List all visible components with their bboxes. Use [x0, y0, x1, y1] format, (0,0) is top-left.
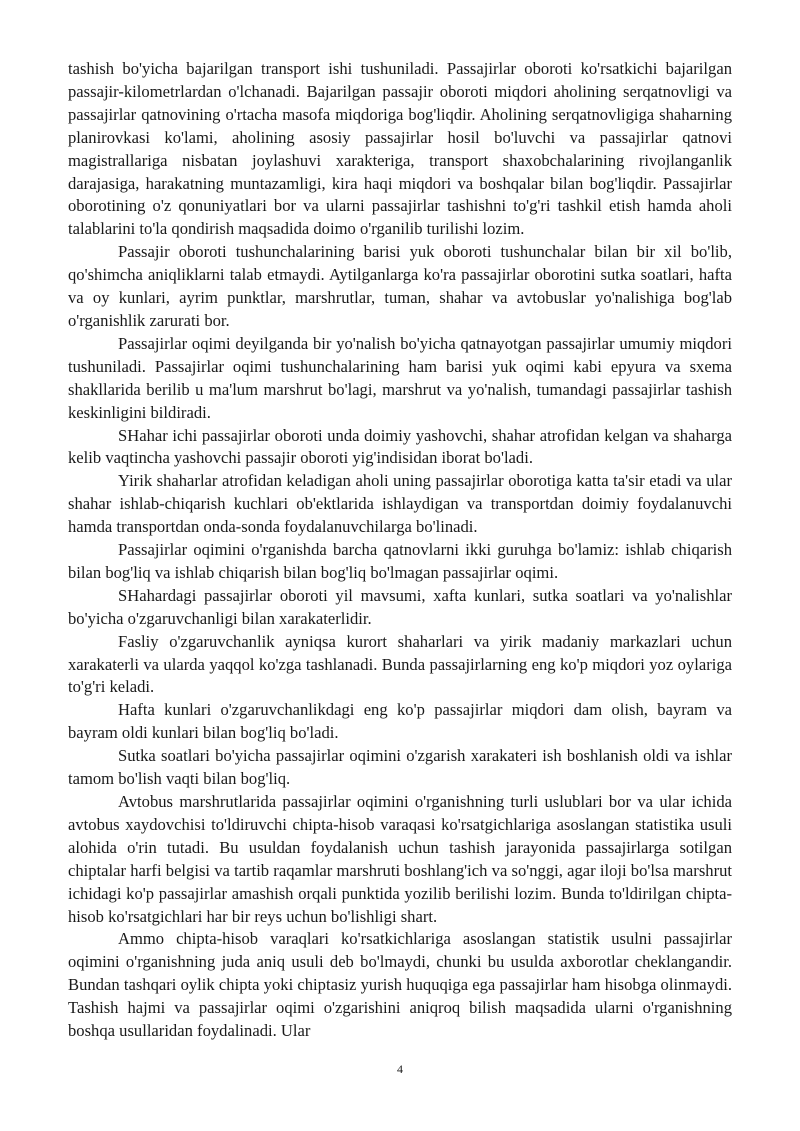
paragraph-8: Fasliy o'zgaruvchanlik ayniqsa kurort shaharlari va yirik madaniy markazlari uchun xarakaterli va ularda yaqqol ko'zga tashlanadi. Bunda passajirlarning eng ko'p miqdori yoz oylariga to'g'ri keladi.	[68, 631, 732, 697]
paragraph-10: Sutka soatlari bo'yicha passajirlar oqimini o'zgarish xarakateri ish boshlanish oldi va ishlar tamom bo'lish vaqti bilan bog'liq.	[68, 746, 732, 789]
paragraph-4: SHahar ichi passajirlar oboroti unda doimiy yashovchi, shahar atrofidan kelgan va shaharga kelib vaqtincha yashovchi passajir oboroti yig'indisidan iborat bo'ladi.	[68, 425, 732, 468]
page-number: 4	[397, 1062, 403, 1076]
paragraph-5: Yirik shaharlar atrofidan keladigan aholi uning passajirlar oborotiga katta ta'sir etadi va ular shahar ishlab-chiqarish kuchlari ob'ektlarida ishlaydigan va transportdan doimiy foydalanuvchi hamda transportdan onda-sonda foydalanuvchilarga bo'linadi.	[68, 471, 732, 537]
paragraph-3: Passajirlar oqimi deyilganda bir yo'nalish bo'yicha qatnayotgan passajirlar umumiy miqdori tushuniladi. Passajirlar oqimi tushunchalarining ham barisi yuk oqimi kabi epyura va sxema shakllarida berilib u ma'lum marshrut bo'lagi, marshrut va yo'nalish, tumandagi passajirlar tashish keskinligini bildiradi.	[68, 333, 732, 422]
paragraph-2: Passajir oboroti tushunchalarining barisi yuk oboroti tushunchalar bilan bir xil bo'lib, qo'shimcha aniqliklarni talab etmaydi. Aytilganlarga ko'ra passajirlar oborotini sutka soatlari, hafta va oy kunlari, ayrim punktlar, marshrutlar, tuman, shahar va avtobuslar yo'nalishiga bog'lab o'rganishlik zarurati bor.	[68, 242, 732, 330]
paragraph-7: SHahardagi passajirlar oboroti yil mavsumi, xafta kunlari, sutka soatlari va yo'nalishlar bo'yicha o'zgaruvchanligi bilan xarakaterlidir.	[68, 585, 732, 628]
paragraph-1: tashish bo'yicha bajarilgan transport ishi tushuniladi. Passajirlar oboroti ko'rsatkichi bajarilgan passajir-kilometrlardan o'lchanadi. Bajarilgan passajir oboroti miqdori aholining serqatnovligi va passajirlar qatnovining o'rtacha masofa miqdoriga bog'liqdir. Aholining serqatnovligiga shaharning planirovkasi ko'lami, aholining asosiy passajirlar hosil bo'luvchi va passajirlar qatnovi magistrallariga nisbatan joylashuvi xarakteriga, transport shaxobchalarining rivojlanganlik darajasiga, harakatning muntazamligi, kira haqi miqdori va boshqalar bilan bog'liqdir. Passajirlar oborotining o'z qonuniyatlari bor va ularni passajirlar tashishni to'g'ri tashkil etish hamda aholi talablarini to'la qondirish maqsadida doimo o'rganilib turilishi lozim.	[68, 59, 732, 239]
paragraph-11: Avtobus marshrutlarida passajirlar oqimini o'rganishning turli uslublari bor va ular ichida avtobus xaydovchisi to'ldiruvchi chipta-hisob varaqasi ko'rsatgichlariga asoslangan statistika usuli alohida o'rin tutadi. Bu usuldan foydalanish uchun tashish jarayonida passajirlarga sotilgan chiptalar harfi belgisi va tartib raqamlar marshruti boshlang'ich va so'nggi, agar iloji bo'lsa marshrut ichidagi ko'p passajirlar amashish orqali punktida yozilib berilishi lozim. Bunda to'ldirilgan chipta-hisob ko'rsatgichlari har bir reys uchun bo'lishligi shart.	[68, 792, 732, 926]
paragraph-9: Hafta kunlari o'zgaruvchanlikdagi eng ko'p passajirlar miqdori dam olish, bayram va bayram oldi kunlari bilan bog'liq bo'ladi.	[68, 700, 732, 743]
document-body	[68, 58, 732, 1043]
paragraph-12: Ammo chipta-hisob varaqlari ko'rsatkichlariga asoslangan statistik usulni passajirlar oqimini o'rganishning juda aniq usuli deb bo'lmaydi, chunki bu usulda axborotlar cheklangandir. Bundan tashqari oylik chipta yoki chiptasiz yurish huquqiga ega passajirlar ham hisobga olinmaydi. Tashish hajmi va passajirlar oqimi o'zgarishini aniqroq bilish maqsadida ularni o'rganishning boshqa usullaridan foydalinadi. Ular	[68, 929, 732, 1041]
paragraph-6: Passajirlar oqimini o'rganishda barcha qatnovlarni ikki guruhga bo'lamiz: ishlab chiqarish bilan bog'liq va ishlab chiqarish bilan bog'liq bo'lmagan passajirlar oqimi.	[68, 540, 732, 582]
